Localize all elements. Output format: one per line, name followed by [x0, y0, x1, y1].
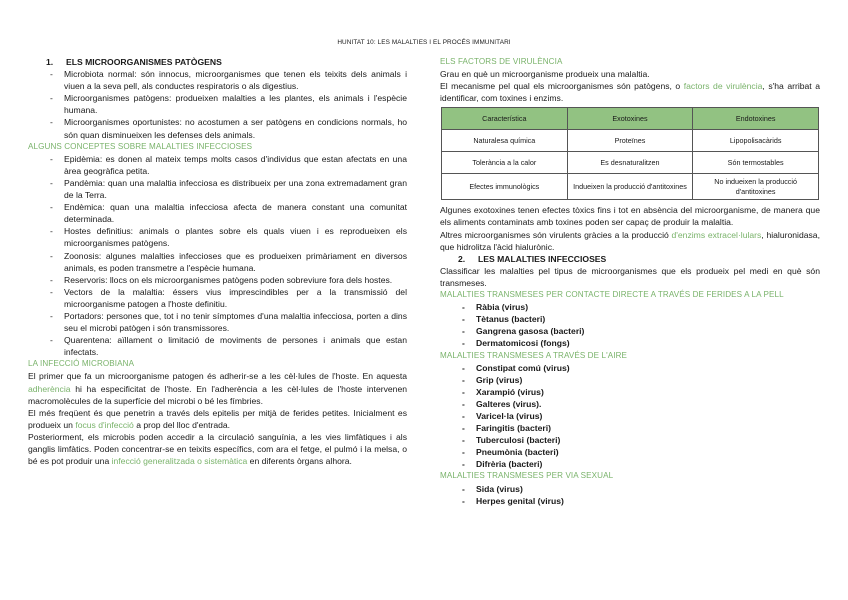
list-item: - Galteres (virus).	[440, 398, 820, 410]
section-1-heading	[28, 56, 407, 68]
virulence-heading: ELS FACTORS DE VIRULÈNCIA	[440, 57, 563, 66]
list-item: - Sida (virus)	[440, 483, 820, 495]
table-cell: Lipopolisacàrids	[693, 130, 819, 152]
air-heading: MALALTIES TRANSMESES A TRAVÉS DE L'AIRE	[440, 350, 628, 360]
list-item: - Quarentena: aïllament o limitació de moviments de persones i animals que estan infectats.	[28, 334, 407, 358]
list-item: - Tuberculosi (bacteri)	[440, 434, 820, 446]
table-row	[442, 130, 819, 152]
table-row	[442, 174, 819, 200]
list-item: - Hostes definitius: animals o plantes sobre els quals viuen i es reprodueixen els microorganismes patògens.	[28, 225, 407, 249]
concepts-heading: ALGUNS CONCEPTES SOBRE MALALTIES INFECCIOSES	[28, 141, 253, 151]
table-cell: Naturalesa química	[442, 130, 568, 152]
paragraph: Algunes exotoxines tenen efectes tòxics fins i tot en absència del microorganisme, de manera que els aliments contaminats amb toxines poden ser capaç de produir la malaltia.	[440, 205, 820, 228]
paragraph	[440, 80, 820, 104]
text-run: El mecanisme pel qual els microorganismes són patògens, o	[440, 81, 684, 92]
table-header: Endotoxines	[693, 108, 819, 130]
text-run: Altres microorganismes són virulents gràcies a la producció	[440, 229, 672, 240]
left-column	[28, 56, 407, 467]
right-column	[440, 56, 820, 507]
list-item: - Reservoris: llocs on els microorganismes patògens poden sobreviure fora dels hostes.	[28, 274, 407, 286]
page-header: HUNITAT 10: LES MALALTIES I EL PROCÉS IMMUNITARI	[337, 39, 511, 46]
toxins-table	[441, 107, 819, 200]
highlight-term: adherència	[28, 383, 71, 394]
table-cell: Proteïnes	[567, 130, 693, 152]
text-run: , hialuronidasa, que hidrolitza l'àcid hialurònic.	[440, 229, 820, 252]
list-item: - Tètanus (bacteri)	[440, 313, 820, 325]
list-item: - Portadors: persones que, tot i no tenir símptomes d'una malaltia infecciosa, porten a dins seu el microbi patògen i són transmissores.	[28, 310, 407, 334]
section-2-heading	[440, 253, 820, 265]
list-item: - Epidèmia: es donen al mateix temps molts casos d'individus que estan afectats en una àrea geogràfica petita.	[28, 153, 407, 177]
list-item: - Dermatomicosi (fongs)	[440, 337, 820, 349]
section-2-number: 2.	[458, 253, 466, 264]
sexual-heading: MALALTIES TRANSMESES PER VIA SEXUAL	[440, 471, 614, 481]
table-header: Característica	[442, 108, 568, 130]
table-header-row	[442, 108, 819, 130]
paragraph	[28, 407, 407, 431]
text-run: hi ha especificitat de l'hoste. En l'adherència a les cèl·lules de l'hoste intervenen macromolècules de la superfície del microbi o bé les fímbries.	[28, 383, 407, 406]
air-diseases-list	[440, 362, 820, 471]
list-item: - Constipat comú (virus)	[440, 362, 820, 374]
table-cell: Es desnaturalitzen	[567, 152, 693, 174]
list-item: - Herpes genital (virus)	[440, 495, 820, 507]
text-run: en diferents òrgans alhora.	[247, 456, 352, 467]
highlight-term: focus d'infecció	[75, 419, 134, 430]
list-item: - Ràbia (virus)	[440, 301, 820, 313]
section-2-title: LES MALALTIES INFECCIOSES	[478, 253, 607, 264]
section-1-number: 1.	[46, 57, 54, 67]
sexual-diseases-list	[440, 483, 820, 507]
list-item: - Varicel·la (virus)	[440, 410, 820, 422]
contact-heading: MALALTIES TRANSMESES PER CONTACTE DIRECTE A TRAVÉS DE FERIDES A LA PELL	[440, 290, 784, 300]
contact-diseases-list	[440, 301, 820, 349]
text-run: El primer que fa un microorganisme patogen és adherir-se a les cèl·lules de l'hoste. En aquesta	[28, 371, 407, 382]
table-cell: Tolerància a la calor	[442, 152, 568, 174]
list-item: - Microorganismes patògens: produeixen malalties a les plantes, els animals i l'espècie humana.	[28, 92, 407, 116]
paragraph	[28, 431, 407, 467]
highlight-term: infecció generalitzada o sistemàtica	[111, 456, 248, 467]
text-run: , s'ha arribat a identificar, com toxines i enzims.	[440, 81, 820, 104]
list-item: - Zoonosis: algunes malalties infeccioses que es produeixen primàriament en diversos animals, es poden transmetre a l'espècie humana.	[28, 250, 407, 274]
list-item: - Pneumònia (bacteri)	[440, 446, 820, 458]
paragraph	[440, 229, 820, 253]
list-item: - Endèmica: quan una malaltia infecciosa afecta de manera constant una comunitat determinada.	[28, 201, 407, 225]
list-item: - Vectors de la malaltia: éssers vius imprescindibles per a la transmissió del microorganisme patogen a l'hoste definitiu.	[28, 286, 407, 310]
concepts-list	[28, 153, 407, 359]
paragraph: Grau en què un microorganisme produeix una malaltia.	[440, 69, 650, 80]
table-row	[442, 152, 819, 174]
text-run: El més freqüent és que penetrin a través dels epitelis per mitjà de ferides petites. Inicialment es produeix un	[28, 407, 407, 430]
table-cell: Són termostables	[693, 152, 819, 174]
table-cell: Efectes immunològics	[442, 174, 568, 200]
list-item: - Difrèria (bacteri)	[440, 458, 820, 470]
table-cell: Indueixen la producció d'antitoxines	[567, 174, 693, 200]
text-run: a prop del lloc d'entrada.	[133, 419, 231, 430]
list-item: - Faringitis (bacteri)	[440, 422, 820, 434]
list-item: - Microorganismes oportunistes: no acostumen a ser patògens en condicions normals, ho són quan disminueixen les defenses dels animals.	[28, 116, 407, 140]
list-item: - Xarampió (virus)	[440, 386, 820, 398]
list-item: - Gangrena gasosa (bacteri)	[440, 325, 820, 337]
list-item: - Microbiota normal: són innocus, microorganismes que tenen els teixits dels animals i viuen a la seva pell, als conductes respiratoris o als digestius.	[28, 68, 407, 92]
paragraph	[28, 370, 407, 406]
paragraph: Classificar les malalties pel tipus de microorganismes que els produeix pel medi en què són transmeses.	[440, 265, 820, 288]
infection-heading: LA INFECCIÓ MICROBIANA	[28, 359, 135, 369]
microorganism-types-list	[28, 68, 407, 141]
table-cell: No indueixen la producció d'antitoxines	[693, 174, 819, 200]
list-item: - Pandèmia: quan una malaltia infecciosa es distribueix per una zona extremadament gran de la Terra.	[28, 177, 407, 201]
list-item: - Grip (virus)	[440, 374, 820, 386]
table-header: Exotoxines	[567, 108, 693, 130]
highlight-term: factors de virulència	[683, 81, 763, 92]
text-run: Posteriorment, els microbis poden accedir a la circulació sanguínia, a les vies limfàtiques i als ganglis limfàtics. Poden concentrar-se en teixits específics, com ara el fetge, el pulmó i la melsa, o bé es pot produir una	[28, 431, 407, 467]
section-1-title: ELS MICROORGANISMES PATÒGENS	[66, 57, 222, 67]
highlight-term: d'enzims extracel·lulars	[671, 229, 762, 240]
